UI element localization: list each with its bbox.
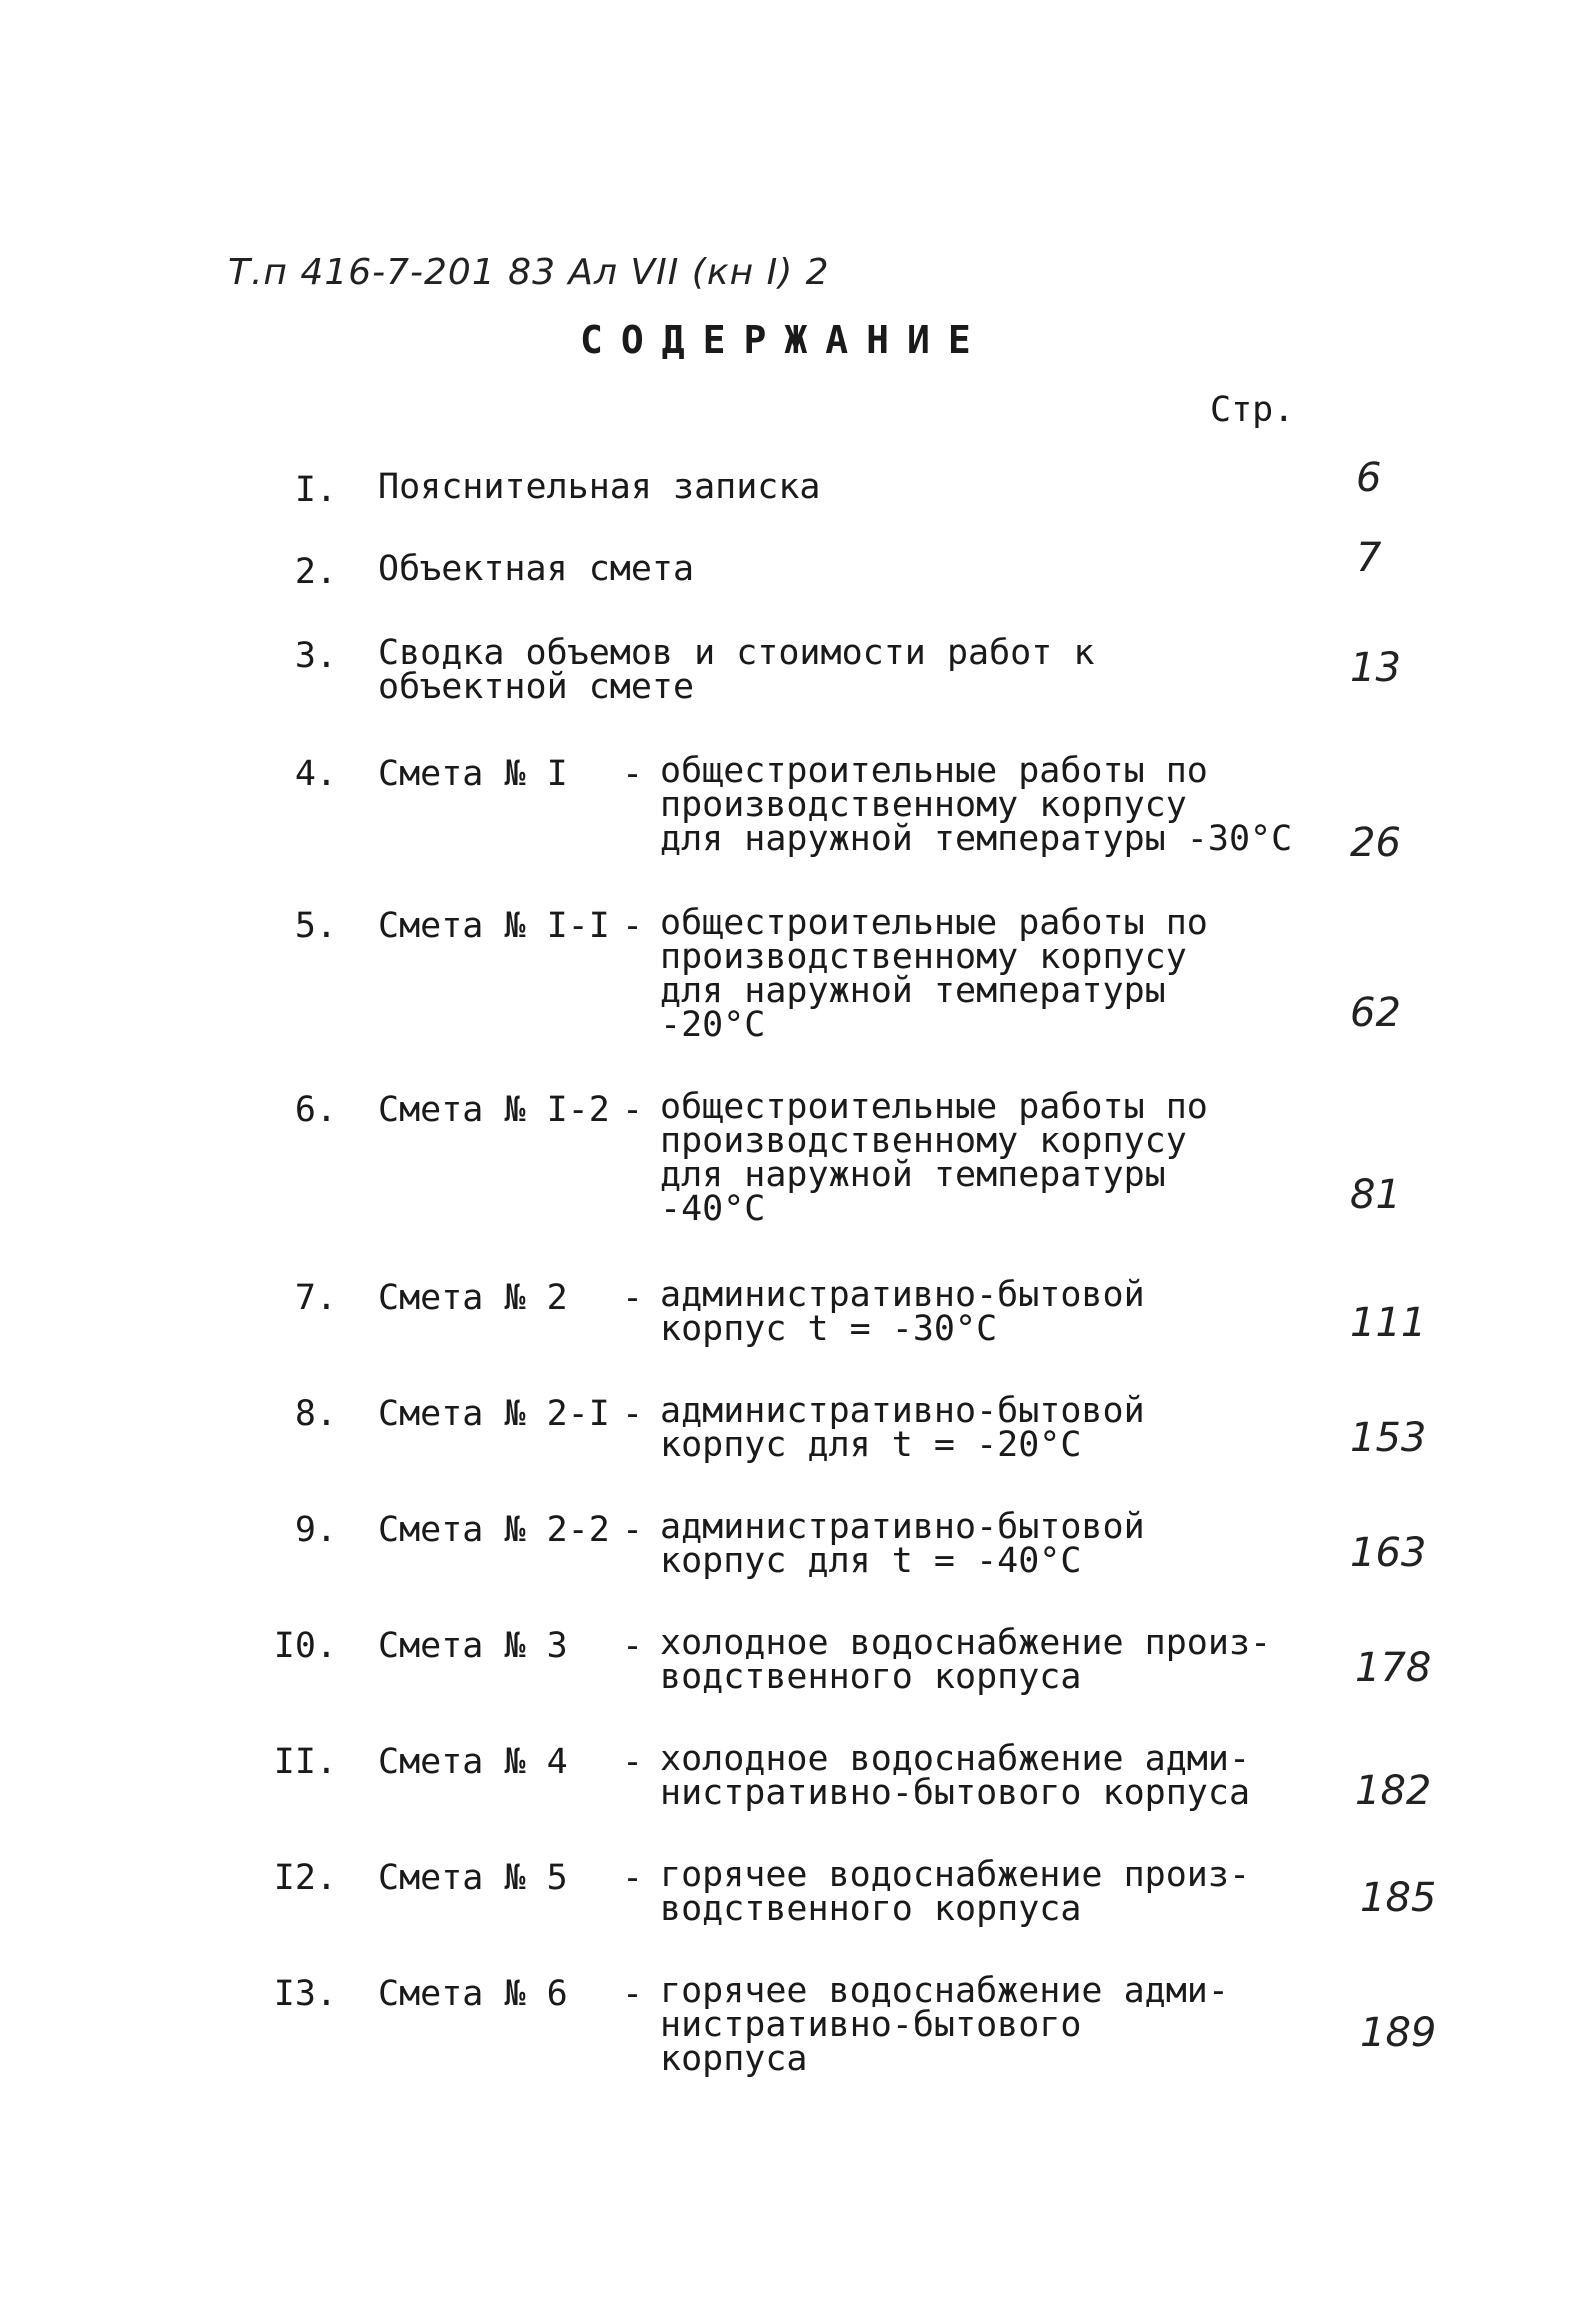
description-line: корпус для t = -40°С bbox=[660, 1541, 1082, 1581]
item-number: I0. bbox=[273, 1626, 337, 1666]
description-line: административно-бытовой bbox=[660, 1275, 1145, 1315]
description-line: корпус для t = -20°С bbox=[660, 1425, 1082, 1465]
description-line: производственному корпусу bbox=[660, 937, 1187, 977]
page-number: 111 bbox=[1350, 1300, 1427, 1346]
separator-dash: - bbox=[622, 1090, 644, 1130]
description-line: водственного корпуса bbox=[660, 1657, 1082, 1697]
page-title: СОДЕРЖАНИЕ bbox=[580, 318, 989, 362]
description-line: производственному корпусу bbox=[660, 1121, 1187, 1161]
item-description bbox=[378, 549, 695, 589]
description-line: нистративно-бытового корпуса bbox=[660, 1773, 1251, 1813]
page-number: 182 bbox=[1355, 1768, 1432, 1814]
description-line: производственному корпусу bbox=[660, 785, 1187, 825]
description-line: нистративно-бытового bbox=[660, 2005, 1082, 2045]
separator-dash: - bbox=[622, 1394, 644, 1434]
item-description bbox=[378, 467, 821, 507]
description-line: корпус t = -30°С bbox=[660, 1309, 998, 1349]
page-number: 178 bbox=[1355, 1645, 1432, 1691]
estimate-label: Смета № 2-I bbox=[378, 1394, 610, 1434]
item-number: 3. bbox=[294, 636, 337, 676]
estimate-label: Смета № 2-2 bbox=[378, 1510, 610, 1550]
page-number: 185 bbox=[1360, 1875, 1437, 1921]
item-number: 2. bbox=[294, 552, 337, 592]
estimate-label: Смета № 6 bbox=[378, 1974, 568, 2014]
description-line: объектной смете bbox=[378, 667, 695, 707]
item-number: 6. bbox=[294, 1090, 337, 1130]
item-description bbox=[660, 903, 1208, 1045]
item-description bbox=[378, 633, 1095, 707]
document-code: Т.п 416-7-201 83 Ал VII (кн I) 2 bbox=[228, 252, 830, 293]
separator-dash: - bbox=[622, 906, 644, 946]
item-description bbox=[660, 1391, 1145, 1465]
description-line: Объектная смета bbox=[378, 549, 695, 589]
item-description bbox=[660, 1623, 1272, 1697]
description-line: административно-бытовой bbox=[660, 1391, 1145, 1431]
page-number: 7 bbox=[1356, 535, 1382, 581]
separator-dash: - bbox=[622, 1974, 644, 2014]
description-line: для наружной температуры -30°С bbox=[660, 819, 1293, 859]
page-number: 13 bbox=[1350, 645, 1401, 691]
separator-dash: - bbox=[622, 1742, 644, 1782]
page-number: 81 bbox=[1350, 1172, 1401, 1218]
item-description bbox=[660, 1739, 1251, 1813]
item-number: I. bbox=[294, 470, 337, 510]
description-line: -20°С bbox=[660, 1005, 766, 1045]
item-number: 4. bbox=[294, 754, 337, 794]
description-line: горячее водоснабжение произ- bbox=[660, 1855, 1251, 1895]
item-description bbox=[660, 751, 1293, 859]
item-number: 8. bbox=[294, 1394, 337, 1434]
estimate-label: Смета № I bbox=[378, 754, 568, 794]
page-number: 153 bbox=[1350, 1415, 1427, 1461]
item-number: 9. bbox=[294, 1510, 337, 1550]
description-line: холодное водоснабжение адми- bbox=[660, 1739, 1251, 1779]
separator-dash: - bbox=[622, 1278, 644, 1318]
estimate-label: Смета № 4 bbox=[378, 1742, 568, 1782]
description-line: административно-бытовой bbox=[660, 1507, 1145, 1547]
estimate-label: Смета № 2 bbox=[378, 1278, 568, 1318]
page-number: 62 bbox=[1350, 990, 1401, 1036]
item-description bbox=[660, 1507, 1145, 1581]
item-number: 5. bbox=[294, 906, 337, 946]
description-line: общестроительные работы по bbox=[660, 1087, 1208, 1127]
item-description bbox=[660, 1087, 1208, 1229]
item-description bbox=[660, 1855, 1251, 1929]
description-line: водственного корпуса bbox=[660, 1889, 1082, 1929]
page-number: 26 bbox=[1350, 820, 1401, 866]
description-line: общестроительные работы по bbox=[660, 903, 1208, 943]
description-line: -40°С bbox=[660, 1189, 766, 1229]
description-line: горячее водоснабжение адми- bbox=[660, 1971, 1229, 2011]
separator-dash: - bbox=[622, 1858, 644, 1898]
page-number: 189 bbox=[1360, 2010, 1437, 2056]
separator-dash: - bbox=[622, 1510, 644, 1550]
description-line: корпуса bbox=[660, 2039, 808, 2079]
estimate-label: Смета № I-2 bbox=[378, 1090, 610, 1130]
item-description bbox=[660, 1971, 1229, 2079]
page-number: 6 bbox=[1356, 455, 1382, 501]
estimate-label: Смета № 3 bbox=[378, 1626, 568, 1666]
description-line: общестроительные работы по bbox=[660, 751, 1208, 791]
description-line: для наружной температуры bbox=[660, 1155, 1166, 1195]
item-number: 7. bbox=[294, 1278, 337, 1318]
estimate-label: Смета № I-I bbox=[378, 906, 610, 946]
page-number: 163 bbox=[1350, 1530, 1427, 1576]
description-line: Пояснительная записка bbox=[378, 467, 821, 507]
item-number: II. bbox=[273, 1742, 337, 1782]
description-line: холодное водоснабжение произ- bbox=[660, 1623, 1272, 1663]
description-line: для наружной температуры bbox=[660, 971, 1166, 1011]
description-line: Сводка объемов и стоимости работ к bbox=[378, 633, 1095, 673]
estimate-label: Смета № 5 bbox=[378, 1858, 568, 1898]
separator-dash: - bbox=[622, 754, 644, 794]
page-column-header: Стр. bbox=[1210, 390, 1295, 430]
separator-dash: - bbox=[622, 1626, 644, 1666]
item-number: I2. bbox=[273, 1858, 337, 1898]
item-description bbox=[660, 1275, 1145, 1349]
item-number: I3. bbox=[273, 1974, 337, 2014]
